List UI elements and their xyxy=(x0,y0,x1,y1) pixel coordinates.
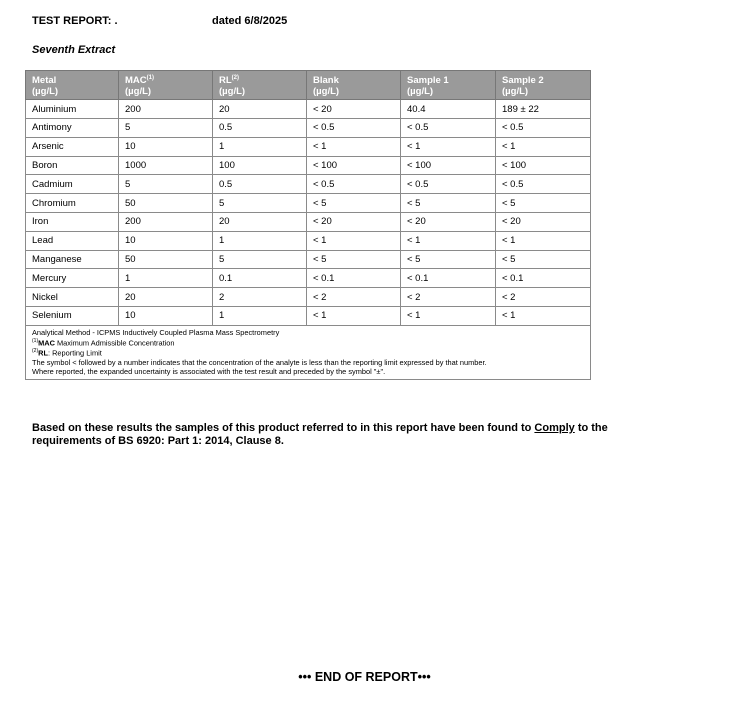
table-body xyxy=(26,100,591,326)
table-notes xyxy=(26,325,591,379)
value-cell: 50 xyxy=(119,194,213,213)
column-header-mac: MAC$^{(1)}$ (µg/L) xyxy=(119,71,213,100)
value-cell: 50 xyxy=(119,250,213,269)
table-row xyxy=(26,194,591,213)
value-cell: < 1 xyxy=(496,306,591,325)
value-cell: < 0.5 xyxy=(401,118,496,137)
report-date: dated 6/8/2025 xyxy=(212,15,288,27)
table-row xyxy=(26,156,591,175)
metal-name-cell: Iron xyxy=(26,212,119,231)
table-row xyxy=(26,269,591,288)
metal-name-cell: Chromium xyxy=(26,194,119,213)
value-cell: 200 xyxy=(119,212,213,231)
value-cell: 40.4 xyxy=(401,100,496,119)
value-cell: < 100 xyxy=(496,156,591,175)
metal-name-cell: Manganese xyxy=(26,250,119,269)
note-rl: $^{(2)}$RL: Reporting Limit xyxy=(32,348,102,358)
note-symbol: The symbol < followed by a number indicates that the concentration of the analyte is less than the reporting limit expressed by that number. xyxy=(32,357,487,367)
value-cell: < 20 xyxy=(307,100,401,119)
metal-name-cell: Cadmium xyxy=(26,175,119,194)
extract-subtitle: Seventh Extract xyxy=(32,44,116,56)
table-row xyxy=(26,137,591,156)
value-cell: 20 xyxy=(213,212,307,231)
value-cell: < 2 xyxy=(307,288,401,307)
report-title: TEST REPORT: . xyxy=(32,15,118,27)
table-row xyxy=(26,250,591,269)
value-cell: 10 xyxy=(119,231,213,250)
value-cell: < 0.1 xyxy=(307,269,401,288)
value-cell: 200 xyxy=(119,100,213,119)
value-cell: 189 ± 22 xyxy=(496,100,591,119)
table-header-row xyxy=(26,71,591,100)
column-header-rl: RL$^{(2)}$ (µg/L) xyxy=(213,71,307,100)
table-row xyxy=(26,118,591,137)
table-row xyxy=(26,175,591,194)
notes-row xyxy=(26,325,591,379)
value-cell: < 5 xyxy=(307,250,401,269)
value-cell: 100 xyxy=(213,156,307,175)
value-cell: 1 xyxy=(213,137,307,156)
value-cell: < 0.1 xyxy=(401,269,496,288)
value-cell: < 1 xyxy=(401,137,496,156)
metal-name-cell: Lead xyxy=(26,231,119,250)
column-header-sample-2: Sample 2 (µg/L) xyxy=(496,71,591,100)
value-cell: 0.1 xyxy=(213,269,307,288)
report-header xyxy=(32,15,288,27)
note-uncertainty: Where reported, the expanded uncertainty is associated with the test result and preceded by the symbol "±". xyxy=(32,366,386,376)
value-cell: 0.5 xyxy=(213,118,307,137)
value-cell: < 0.5 xyxy=(401,175,496,194)
value-cell: < 0.1 xyxy=(496,269,591,288)
value-cell: 1 xyxy=(119,269,213,288)
value-cell: < 5 xyxy=(401,194,496,213)
table-row xyxy=(26,100,591,119)
value-cell: < 5 xyxy=(496,250,591,269)
value-cell: < 1 xyxy=(496,137,591,156)
column-header-metal: Metal (µg/L) xyxy=(26,71,119,100)
column-header-sample-1: Sample 1 (µg/L) xyxy=(401,71,496,100)
value-cell: 0.5 xyxy=(213,175,307,194)
value-cell: 20 xyxy=(213,100,307,119)
value-cell: 5 xyxy=(213,250,307,269)
value-cell: < 100 xyxy=(401,156,496,175)
note-method: Analytical Method - ICPMS Inductively Coupled Plasma Mass Spectrometry xyxy=(32,327,280,337)
value-cell: 1 xyxy=(213,231,307,250)
value-cell: 1 xyxy=(213,306,307,325)
value-cell: < 2 xyxy=(401,288,496,307)
value-cell: < 1 xyxy=(496,231,591,250)
value-cell: < 1 xyxy=(307,231,401,250)
value-cell: 2 xyxy=(213,288,307,307)
value-cell: < 5 xyxy=(307,194,401,213)
value-cell: 1000 xyxy=(119,156,213,175)
value-cell: < 1 xyxy=(307,137,401,156)
value-cell: < 0.5 xyxy=(307,175,401,194)
value-cell: < 5 xyxy=(401,250,496,269)
value-cell: < 5 xyxy=(496,194,591,213)
table-row xyxy=(26,212,591,231)
table-row xyxy=(26,288,591,307)
table-row xyxy=(26,231,591,250)
value-cell: < 20 xyxy=(307,212,401,231)
value-cell: < 1 xyxy=(307,306,401,325)
value-cell: 5 xyxy=(119,175,213,194)
value-cell: 5 xyxy=(213,194,307,213)
value-cell: < 100 xyxy=(307,156,401,175)
conclusion-statement: Based on these results the samples of this product referred to in this report have been found to Comply to the requirements of BS 6920: Part 1: 2014, Clause 8. xyxy=(32,422,608,447)
value-cell: < 20 xyxy=(401,212,496,231)
value-cell: < 20 xyxy=(496,212,591,231)
metal-name-cell: Selenium xyxy=(26,306,119,325)
metal-name-cell: Nickel xyxy=(26,288,119,307)
value-cell: < 0.5 xyxy=(496,175,591,194)
value-cell: 20 xyxy=(119,288,213,307)
value-cell: < 0.5 xyxy=(496,118,591,137)
note-mac: $^{(1)}$MAC Maximum Admissible Concentration xyxy=(32,337,175,348)
metal-name-cell: Boron xyxy=(26,156,119,175)
results-table xyxy=(25,70,591,380)
metal-name-cell: Antimony xyxy=(26,118,119,137)
value-cell: 10 xyxy=(119,306,213,325)
value-cell: < 2 xyxy=(496,288,591,307)
value-cell: 10 xyxy=(119,137,213,156)
end-of-report: ••• END OF REPORT••• xyxy=(298,670,431,684)
value-cell: < 1 xyxy=(401,306,496,325)
value-cell: < 1 xyxy=(401,231,496,250)
table-row xyxy=(26,306,591,325)
value-cell: < 0.5 xyxy=(307,118,401,137)
column-header-blank: Blank (µg/L) xyxy=(307,71,401,100)
metal-name-cell: Aluminium xyxy=(26,100,119,119)
value-cell: 5 xyxy=(119,118,213,137)
metal-name-cell: Mercury xyxy=(26,269,119,288)
metal-name-cell: Arsenic xyxy=(26,137,119,156)
comply-word: Comply xyxy=(534,422,575,434)
